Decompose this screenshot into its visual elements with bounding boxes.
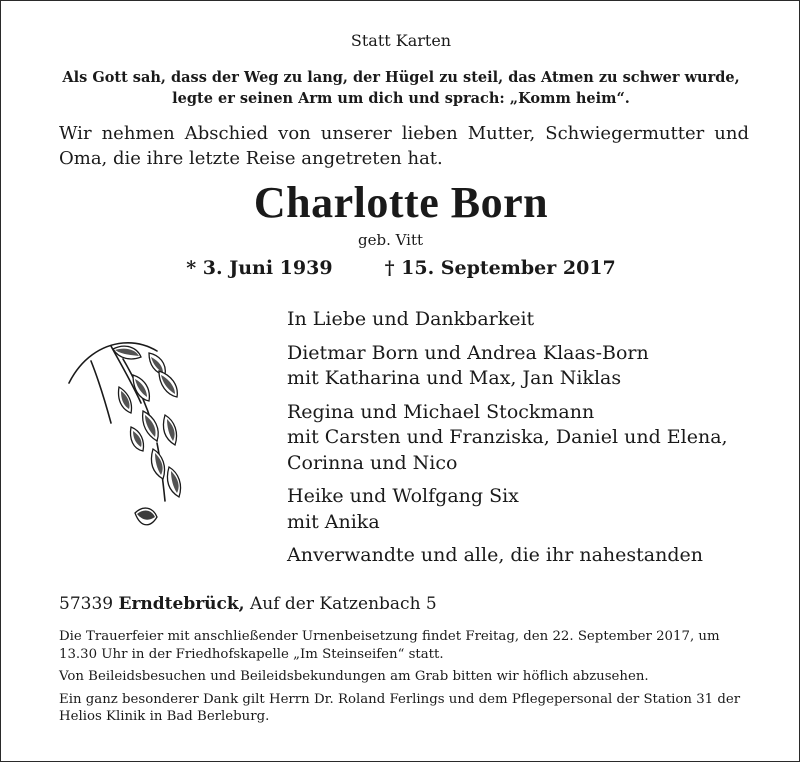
family-address <box>59 594 437 614</box>
quote-line-2: legte er seinen Arm um dich und sprach: „Komm heim“. <box>172 90 630 107</box>
mourners-line: mit Anika <box>287 510 380 533</box>
opening-quote <box>1 67 800 109</box>
mourners-line: Dietmar Born und Andrea Klaas-Born <box>287 341 649 364</box>
mourners-line: Heike und Wolfgang Six <box>287 485 519 507</box>
address-postcode: 57339 <box>59 594 114 614</box>
mourners-line: mit Carsten und Franziska, Daniel und Elena, <box>287 426 728 448</box>
death-date: † 15. September 2017 <box>384 257 616 279</box>
birth-name: geb. Vitt <box>358 231 424 249</box>
mourners-closing-line: Anverwandte und alle, die ihr nahestanden <box>287 544 704 566</box>
intro-text: Wir nehmen Abschied von unserer lieben Mutter, Schwiegermutter und Oma, die ihre letzte Reise angetreten hat. <box>59 123 749 169</box>
mourners-closing <box>287 543 728 569</box>
life-dates <box>1 257 800 279</box>
deceased-name: Charlotte Born <box>253 178 549 227</box>
mourners-list <box>287 307 728 577</box>
mourners-line: mit Katharina und Max, Jan Niklas <box>287 367 622 389</box>
condolence-request: Von Beileidsbesuchen und Beileidsbekundungen am Grab bitten wir höflich abzusehen. <box>59 669 649 684</box>
quote-line-1: Als Gott sah, dass der Weg zu lang, der Hügel zu steil, das Atmen zu schwer wurde, <box>62 69 740 86</box>
mourners-intro-line: In Liebe und Dankbarkeit <box>287 308 535 330</box>
mourners-intro <box>287 307 728 333</box>
address-street: Auf der Katzenbach 5 <box>250 594 437 614</box>
mourners-group-stockmann <box>287 400 728 477</box>
birth-date: * 3. Juni 1939 <box>186 257 333 279</box>
thanks-note: Ein ganz besonderer Dank gilt Herrn Dr. Roland Ferlings und dem Pflegepersonal der Station 31 der Helios Klinik in Bad Berleburg. <box>59 691 741 724</box>
funeral-notes <box>59 628 749 731</box>
mourners-group-six <box>287 484 728 535</box>
birch-branch-icon <box>61 331 201 561</box>
mourners-line: Corinna und Nico <box>287 451 458 474</box>
mourners-group-born <box>287 341 728 392</box>
mourners-line: Regina und Michael Stockmann <box>287 400 595 423</box>
funeral-info: Die Trauerfeier mit anschließender Urnenbeisetzung findet Freitag, den 22. September 2017, um 13.30 Uhr in der Friedhofskapelle „Im Steinseifen“ statt. <box>59 629 720 662</box>
address-town: Erndtebrück, <box>118 594 245 614</box>
statt-karten-heading: Statt Karten <box>350 31 452 50</box>
